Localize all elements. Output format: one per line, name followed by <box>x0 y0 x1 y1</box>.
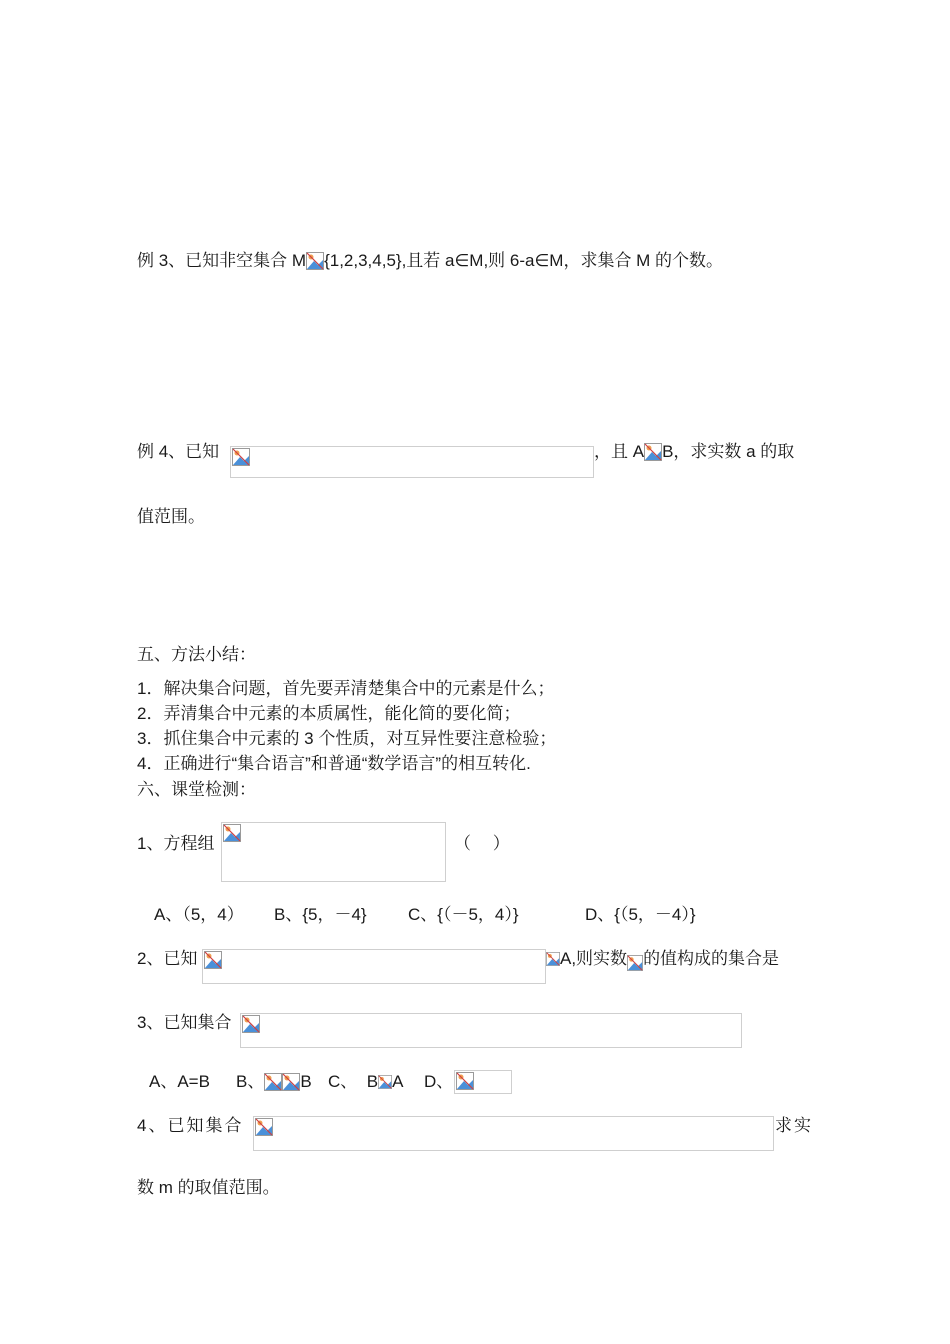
example-4-text-suffix: B，求实数 a 的取 <box>662 442 795 461</box>
example-4-text-mid: ，且 A <box>594 442 645 461</box>
option-d <box>424 1071 453 1093</box>
question-2-text-mid: A,则实数 <box>560 949 628 968</box>
formula-image-frame <box>454 1070 512 1094</box>
summary-item: 3．抓住集合中元素的 3 个性质，对互异性要注意检验； <box>137 729 557 748</box>
example-3-text-suffix: {1,2,3,4,5},且若 a∈M,则 6-a∈M，求集合 M 的个数。 <box>324 251 724 270</box>
summary-item: 1．解决集合问题，首先要弄清楚集合中的元素是什么； <box>137 679 555 698</box>
formula-image-frame <box>253 1116 774 1151</box>
option-d-prefix: D、 <box>424 1072 454 1091</box>
option-d: D、{（5，－4）} <box>585 905 696 924</box>
question-4-continuation: 数 m 的取值范围。 <box>137 1178 280 1197</box>
summary-heading: 五、方法小结： <box>137 645 256 664</box>
option-c-prefix: C、 <box>328 1072 358 1091</box>
example-4-text-prefix: 例 4、已知 <box>137 442 220 461</box>
broken-image-icon <box>546 952 560 966</box>
question-2-text <box>546 948 779 971</box>
question-1-label: 1、方程组 <box>137 834 215 853</box>
formula-image-frame <box>202 949 546 984</box>
question-2-text-suffix: 的值构成的集合是 <box>643 949 780 968</box>
broken-image-icon <box>306 252 324 270</box>
broken-image-icon <box>644 443 662 461</box>
option-b <box>236 1071 312 1093</box>
example-4-continuation: 值范围。 <box>137 507 205 526</box>
broken-image-icon <box>378 1075 392 1089</box>
question-4-suffix: 求实 <box>775 1116 813 1135</box>
option-a: A、A=B <box>149 1072 210 1091</box>
broken-image-icon <box>255 1118 273 1136</box>
broken-image-icon <box>264 1073 282 1091</box>
formula-image-frame <box>221 822 446 882</box>
formula-image-frame <box>230 446 594 478</box>
example-4-label <box>137 441 219 463</box>
check-heading: 六、课堂检测： <box>137 780 256 799</box>
summary-item: 2．弄清集合中元素的本质属性，能化简的要化简； <box>137 704 521 723</box>
option-c-mid: B <box>366 1072 379 1091</box>
broken-image-icon <box>223 824 241 842</box>
option-b-prefix: B、 <box>236 1072 265 1091</box>
example-4-condition <box>594 441 794 463</box>
question-2-label: 2、已知 <box>137 949 198 968</box>
example-3-text-prefix: 例 3、已知非空集合 M <box>137 251 307 270</box>
broken-image-icon <box>282 1073 300 1091</box>
broken-image-icon <box>232 448 250 466</box>
broken-image-icon <box>204 951 222 969</box>
option-b: B、{5，－4} <box>274 905 367 924</box>
example-3 <box>137 250 723 272</box>
option-a: A、（5，4） <box>154 905 244 924</box>
option-c-suffix: A <box>392 1072 404 1091</box>
broken-image-icon <box>242 1015 260 1033</box>
formula-image-frame <box>240 1013 742 1048</box>
option-b-suffix: B <box>300 1072 312 1091</box>
question-3-label: 3、已知集合 <box>137 1013 232 1032</box>
answer-paren: （ ） <box>454 834 510 853</box>
summary-item: 4．正确进行“集合语言”和普通“数学语言”的相互转化. <box>137 754 531 773</box>
broken-image-icon <box>456 1072 474 1090</box>
option-c: C、{（－5，4）} <box>408 905 519 924</box>
question-4-label: 4、已知集合 <box>137 1116 244 1135</box>
option-c <box>328 1071 403 1093</box>
broken-image-icon <box>627 955 643 971</box>
